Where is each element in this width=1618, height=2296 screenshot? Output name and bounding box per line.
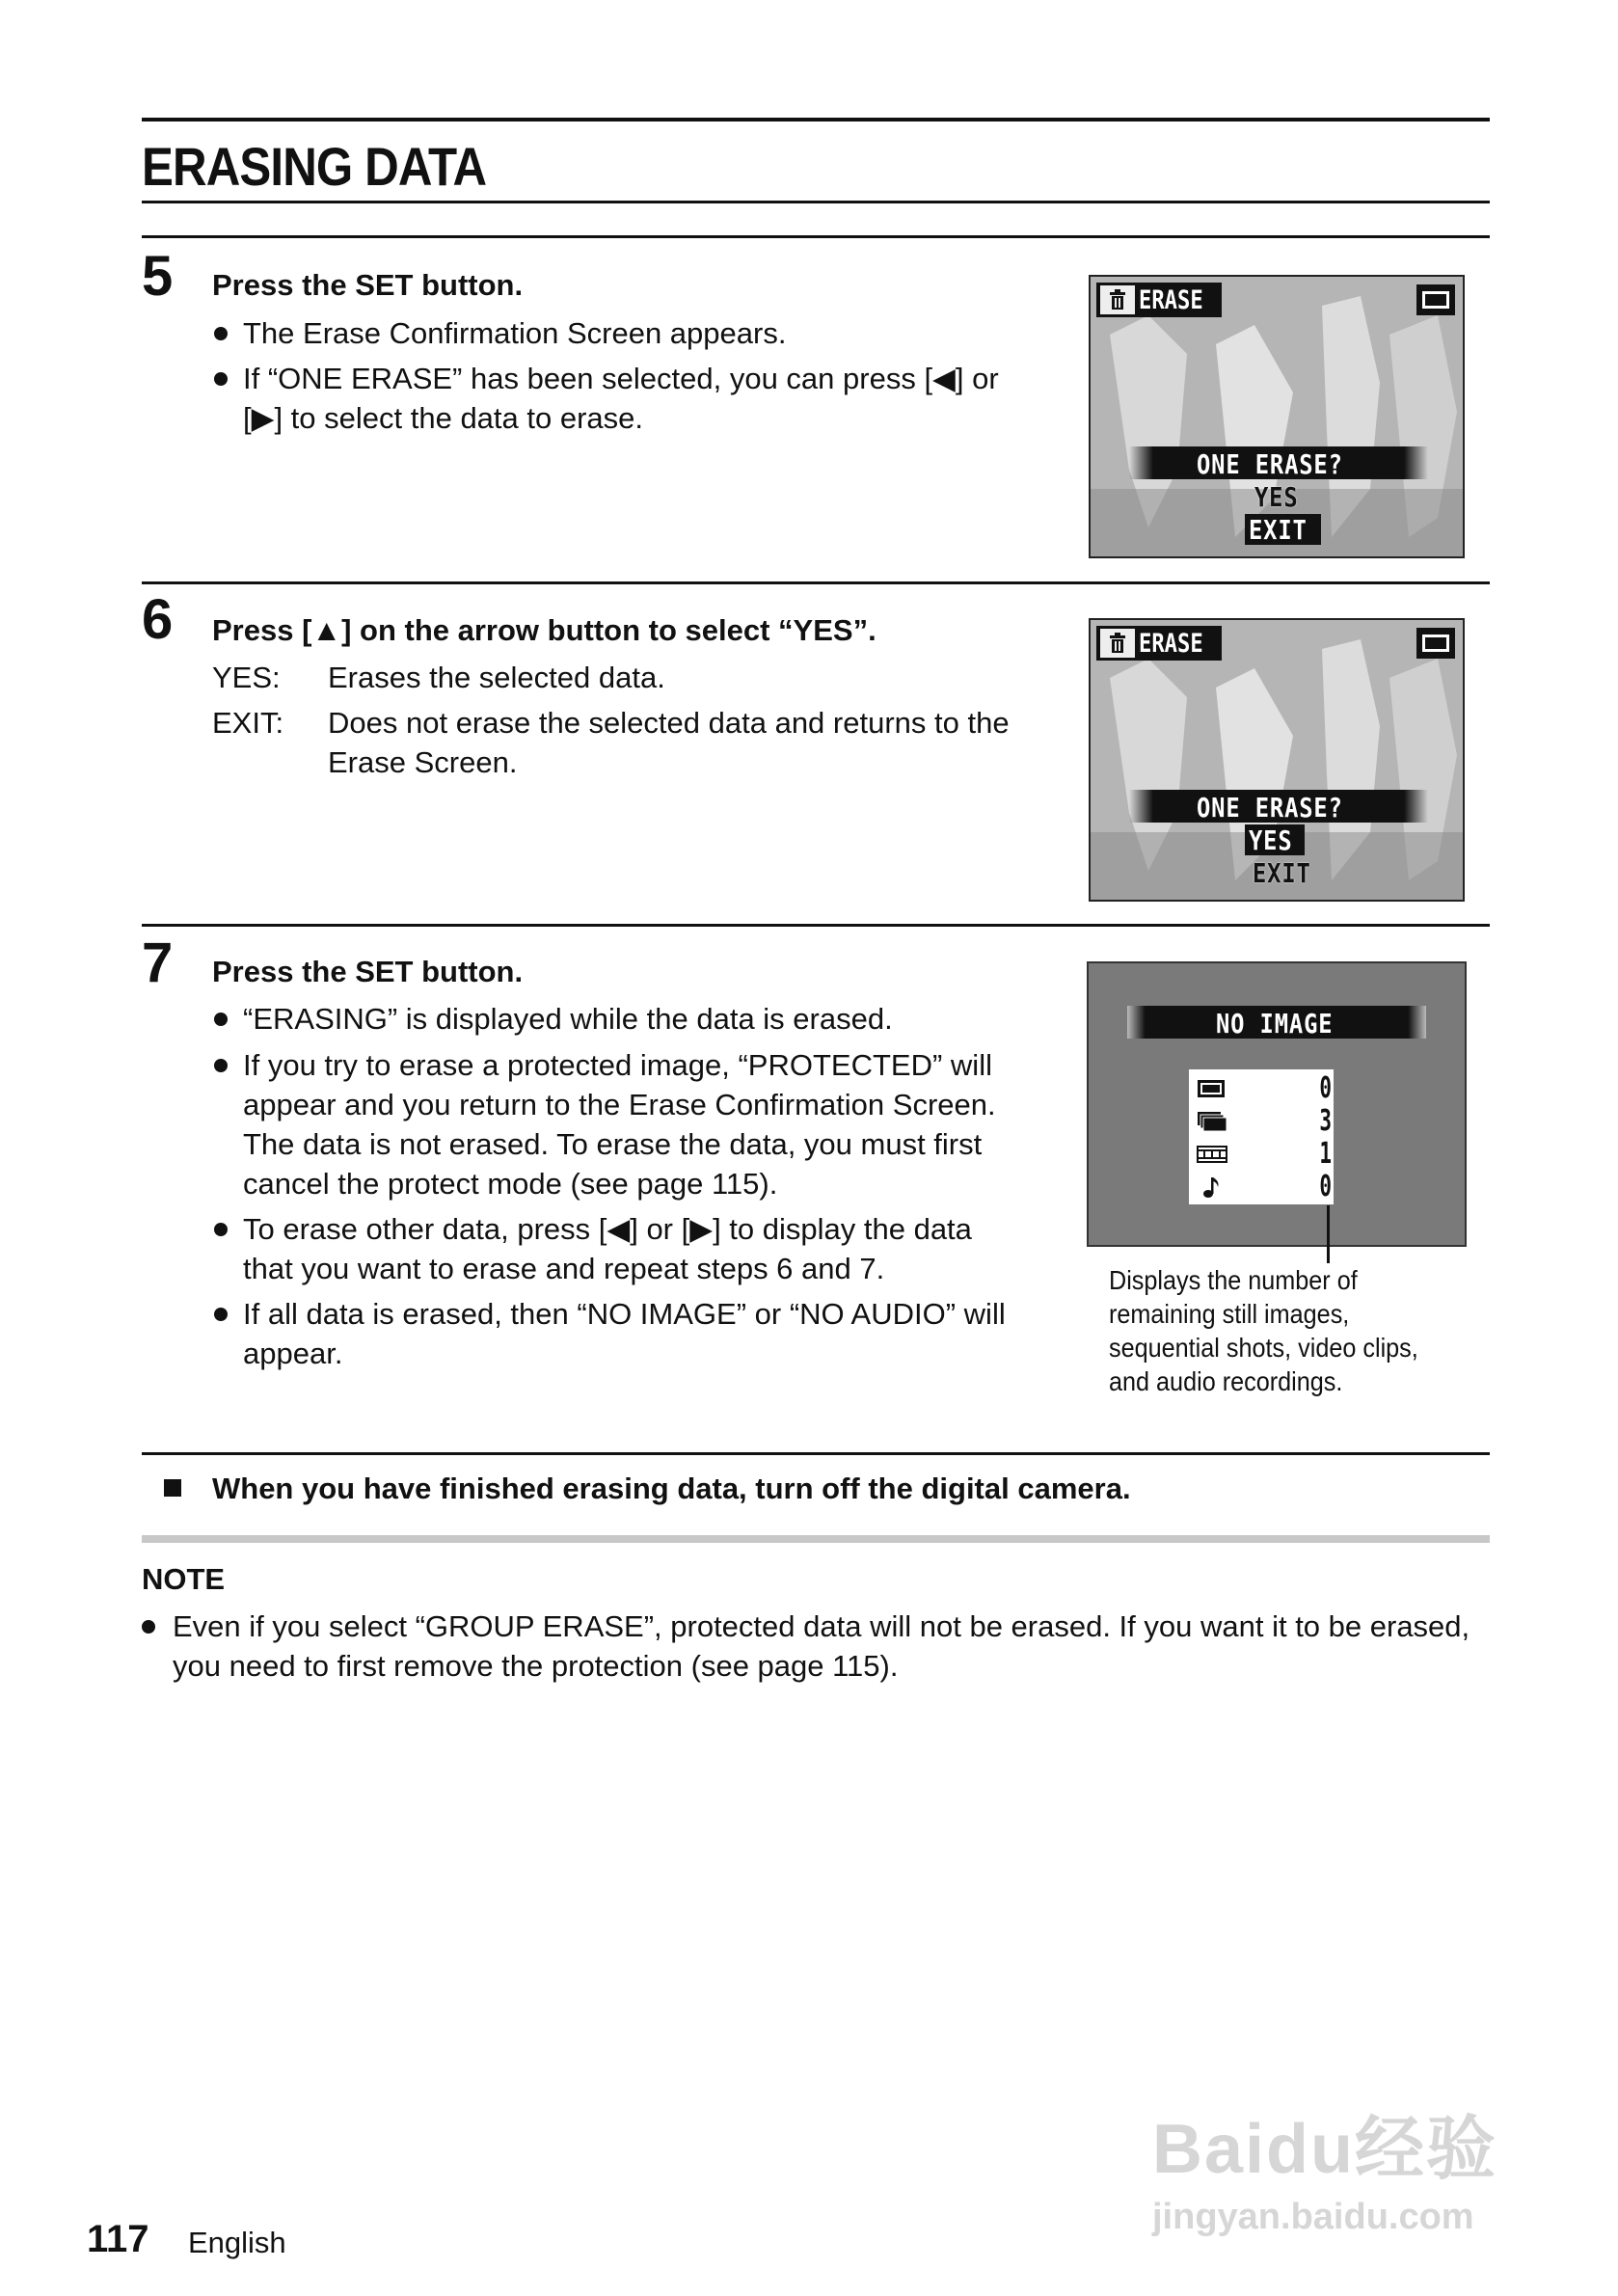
finish-instruction: When you have finished erasing data, turn off the digital camera. bbox=[212, 1472, 1131, 1505]
bullet-icon bbox=[214, 1308, 228, 1321]
prompt-bar bbox=[1129, 446, 1428, 479]
finish-rule bbox=[142, 1452, 1490, 1455]
list-item: To erase other data, press [◀] or [▶] to display the data that you want to erase and repeat steps 6 and 7. bbox=[214, 1209, 1024, 1288]
erase-label: ERASE bbox=[1139, 628, 1203, 659]
list-item: The Erase Confirmation Screen appears. bbox=[214, 313, 1024, 353]
prompt-text: ONE ERASE? bbox=[1197, 448, 1343, 480]
list-item: If “ONE ERASE” has been selected, you can press [◀] or [▶] to select the data to erase. bbox=[214, 359, 1024, 438]
step7-rule bbox=[142, 924, 1490, 927]
count-value: 3 bbox=[1319, 1104, 1332, 1138]
remaining-counts bbox=[1189, 1069, 1334, 1204]
count-row-video bbox=[1189, 1139, 1334, 1170]
step-heading: Press [▲] on the arrow button to select “YES”. bbox=[212, 613, 876, 647]
list-item: If you try to erase a protected image, “PROTECTED” will appear and you return to the Erase Confirmation Screen. The data is not erased. To erase the data, you must first cancel the protect mode (see page 115). bbox=[214, 1045, 1024, 1203]
count-value: 0 bbox=[1319, 1071, 1332, 1105]
no-image-screen bbox=[1087, 961, 1467, 1247]
screen-caption: Displays the number of remaining still images, sequential shots, video clips, and audio recordings. bbox=[1109, 1265, 1418, 1396]
step-heading: Press the SET button. bbox=[212, 268, 524, 302]
erase-confirm-screen-yes bbox=[1089, 618, 1465, 902]
no-image-text: NO IMAGE bbox=[1216, 1008, 1334, 1040]
bullet-icon bbox=[214, 1013, 228, 1026]
note-title: NOTE bbox=[142, 1562, 226, 1596]
exit-option[interactable]: EXIT bbox=[1253, 857, 1311, 889]
still-image-icon bbox=[1197, 1077, 1227, 1100]
list-item: “ERASING” is displayed while the data is erased. bbox=[214, 999, 1024, 1039]
watermark-url: jingyan.baidu.com bbox=[1152, 2197, 1474, 2237]
bullet-icon bbox=[214, 372, 228, 386]
definition-desc: Does not erase the selected data and returns to the Erase Screen. bbox=[328, 706, 1010, 779]
step-number: 7 bbox=[142, 932, 174, 994]
count-value: 0 bbox=[1319, 1170, 1332, 1203]
count-row-still bbox=[1189, 1073, 1334, 1104]
yes-option[interactable]: YES bbox=[1254, 481, 1299, 513]
title-rule bbox=[142, 201, 1490, 203]
page-title: ERASING DATA bbox=[142, 136, 487, 197]
step-number: 6 bbox=[142, 588, 174, 651]
video-clip-icon bbox=[1197, 1143, 1227, 1166]
callout-leader-line bbox=[1327, 1205, 1330, 1263]
definition-term: YES: bbox=[212, 661, 281, 694]
music-note-icon bbox=[1197, 1175, 1227, 1199]
prompt-bar bbox=[1129, 790, 1428, 823]
note-item: Even if you select “GROUP ERASE”, protected data will not be erased. If you want it to be erased, you need to first remove the protection (see page 115). bbox=[142, 1607, 1472, 1686]
trash-icon bbox=[1100, 285, 1135, 314]
count-value: 1 bbox=[1319, 1137, 1332, 1171]
step-heading: Press the SET button. bbox=[212, 955, 524, 988]
bullet-icon bbox=[142, 1620, 155, 1634]
step-number: 5 bbox=[142, 245, 174, 308]
still-image-icon bbox=[1416, 628, 1455, 659]
definition-desc: Erases the selected data. bbox=[328, 661, 665, 694]
page-language: English bbox=[188, 2226, 286, 2259]
count-row-sequential bbox=[1189, 1106, 1334, 1137]
note-separator bbox=[142, 1535, 1490, 1543]
erase-label: ERASE bbox=[1139, 284, 1203, 315]
step6-rule bbox=[142, 581, 1490, 584]
count-row-audio bbox=[1189, 1172, 1334, 1202]
trash-icon bbox=[1100, 629, 1135, 658]
no-image-bar bbox=[1127, 1006, 1426, 1039]
exit-option[interactable]: EXIT bbox=[1245, 514, 1321, 545]
top-rule bbox=[142, 118, 1490, 122]
erase-tab bbox=[1096, 283, 1222, 317]
watermark-brand: Baidu经验 bbox=[1152, 2111, 1498, 2188]
still-image-icon bbox=[1416, 284, 1455, 315]
prompt-text: ONE ERASE? bbox=[1197, 792, 1343, 824]
step5-rule bbox=[142, 235, 1490, 238]
baidu-watermark bbox=[1152, 2093, 1497, 2238]
page-number: 117 bbox=[87, 2218, 149, 2260]
bullet-icon bbox=[214, 1223, 228, 1236]
bullet-icon bbox=[214, 327, 228, 340]
bullet-icon bbox=[214, 1059, 228, 1072]
list-item: If all data is erased, then “NO IMAGE” or “NO AUDIO” will appear. bbox=[214, 1294, 1024, 1373]
sequential-shot-icon bbox=[1197, 1110, 1227, 1133]
yes-option[interactable]: YES bbox=[1245, 824, 1305, 855]
erase-tab bbox=[1096, 626, 1222, 661]
definition-term: EXIT: bbox=[212, 706, 284, 740]
square-bullet-icon bbox=[164, 1479, 181, 1497]
erase-confirm-screen bbox=[1089, 275, 1465, 558]
